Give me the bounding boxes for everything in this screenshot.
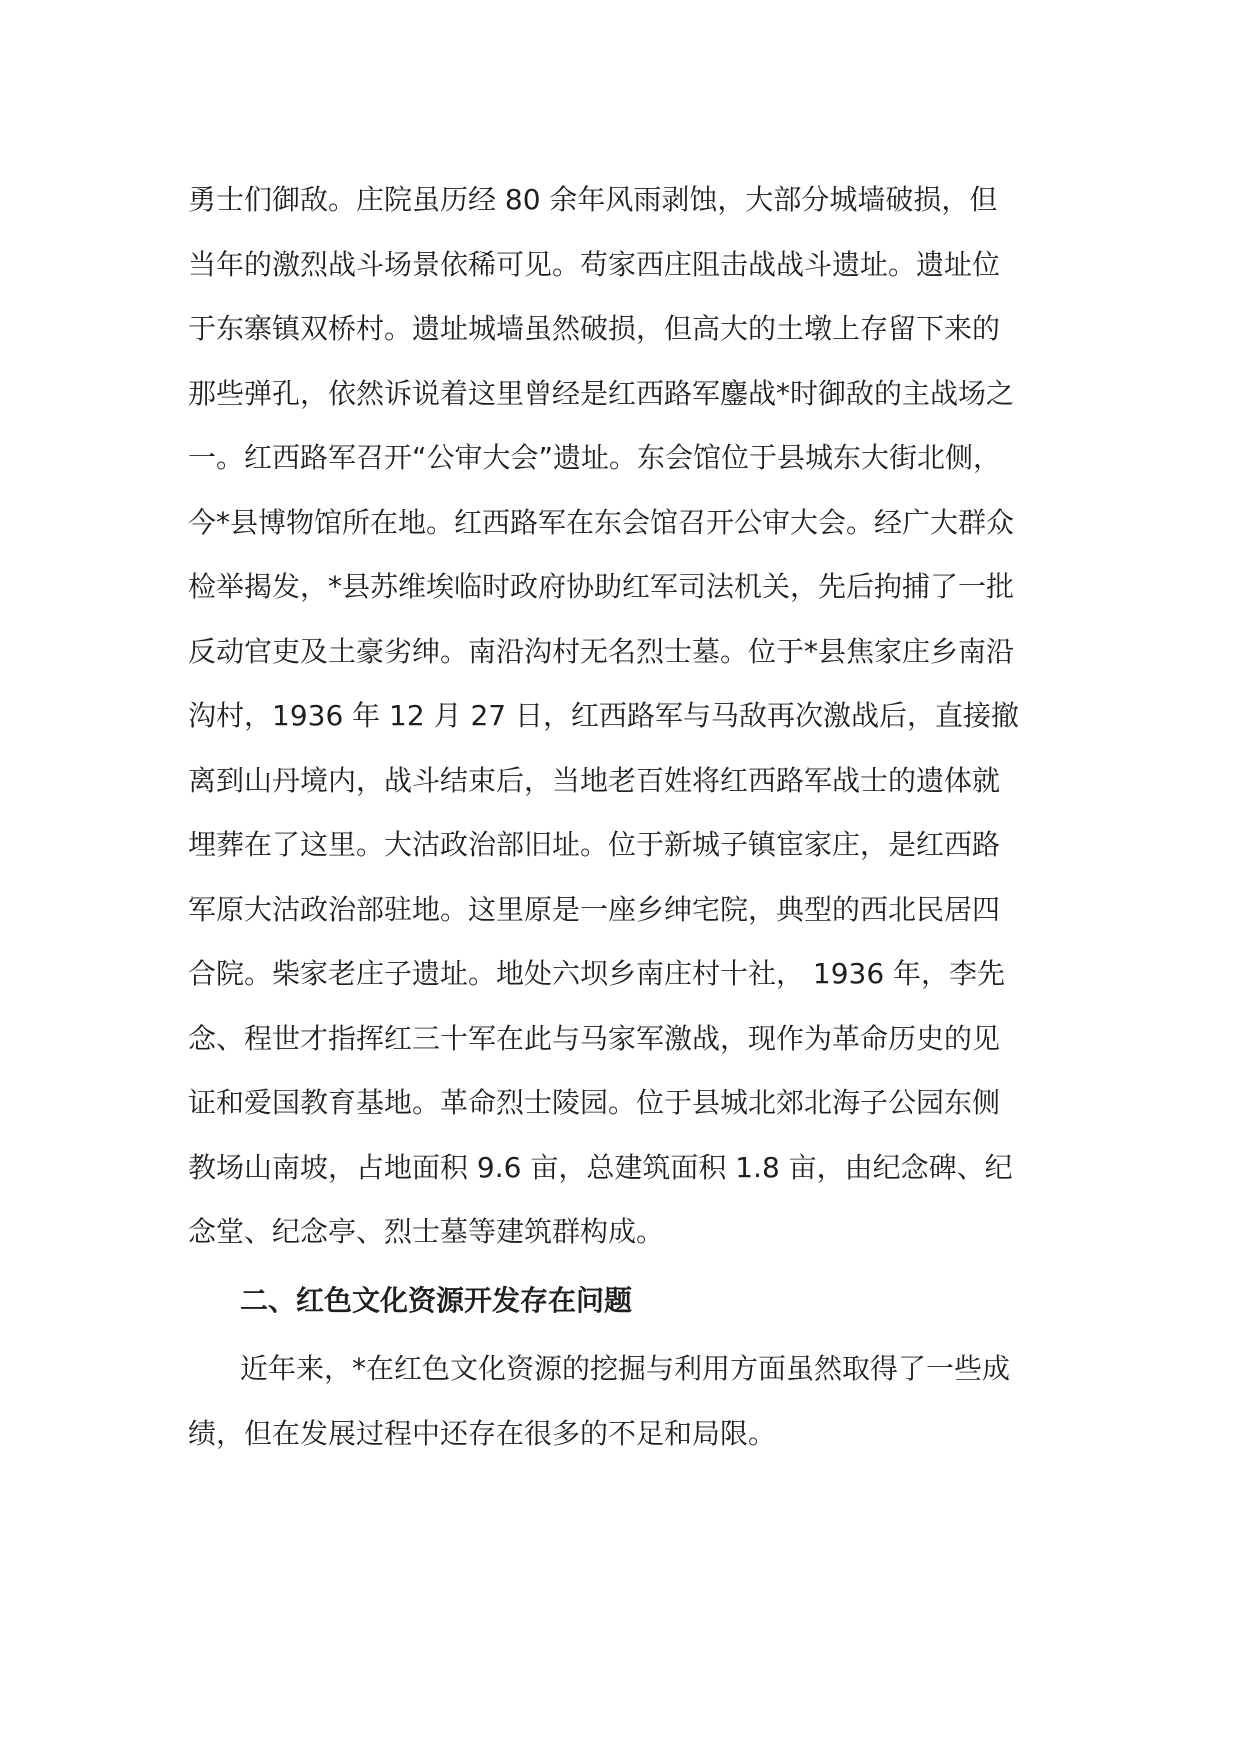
- text-line: 埋葬在了这里。大沽政治部旧址。位于新城子镇宦家庄，是红西路: [188, 828, 1001, 861]
- text-line: 检举揭发，*县苏维埃临时政府协助红军司法机关，先后拘捕了一批: [188, 570, 1015, 603]
- continuation-paragraph: [188, 168, 1058, 1265]
- text-line: 勇士们御敌。庄院虽历经 80 余年风雨剥蚀，大部分城墙破损，但: [188, 183, 998, 216]
- text-line: 一。红西路军召开“公审大会”遗址。东会馆位于县城东大街北侧，: [188, 441, 1002, 474]
- text-line: 念、程世才指挥红三十军在此与马家军激战，现作为革命历史的见: [188, 1021, 1001, 1055]
- text-line: 今*县博物馆所在地。红西路军在东会馆召开公审大会。经广大群众: [188, 505, 1015, 539]
- intro-paragraph: [188, 1337, 1058, 1466]
- text-line: 那些弹孔，依然诉说着这里曾经是红西路军鏖战*时御敌的主战场之: [188, 376, 1015, 410]
- text-line: 离到山丹境内，战斗结束后，当地老百姓将红西路军战士的遗体就: [188, 763, 1001, 797]
- section-heading: 二、红色文化资源开发存在问题: [240, 1283, 633, 1317]
- document-body: [188, 168, 1058, 1466]
- text-line: 证和爱国教育基地。革命烈士陵园。位于县城北郊北海子公园东侧: [188, 1086, 1001, 1119]
- text-line: 军原大沽政治部驻地。这里原是一座乡绅宅院，典型的西北民居四: [188, 892, 1001, 926]
- text-line: 绩，但在发展过程中还存在很多的不足和局限。: [188, 1416, 777, 1450]
- text-line: 当年的激烈战斗场景依稀可见。苟家西庄阻击战战斗遗址。遗址位: [188, 247, 1001, 281]
- text-line: 反动官吏及土豪劣绅。南沿沟村无名烈士墓。位于*县焦家庄乡南沿: [188, 634, 1015, 668]
- text-line: 念堂、纪念亭、烈士墓等建筑群构成。: [188, 1215, 665, 1248]
- text-line: 沟村，1936 年 12 月 27 日，红西路军与马敌再次激战后，直接撤: [188, 699, 1020, 732]
- text-line: 教场山南坡，占地面积 9.6 亩，总建筑面积 1.8 亩，由纪念碑、纪: [188, 1150, 1013, 1184]
- text-line: 于东寨镇双桥村。遗址城墙虽然破损，但高大的土墩上存留下来的: [188, 312, 1001, 345]
- text-line: 近年来，*在红色文化资源的挖掘与利用方面虽然取得了一些成: [240, 1352, 1011, 1385]
- text-line: 合院。柴家老庄子遗址。地处六坝乡南庄村十社， 1936 年，李先: [188, 957, 1006, 990]
